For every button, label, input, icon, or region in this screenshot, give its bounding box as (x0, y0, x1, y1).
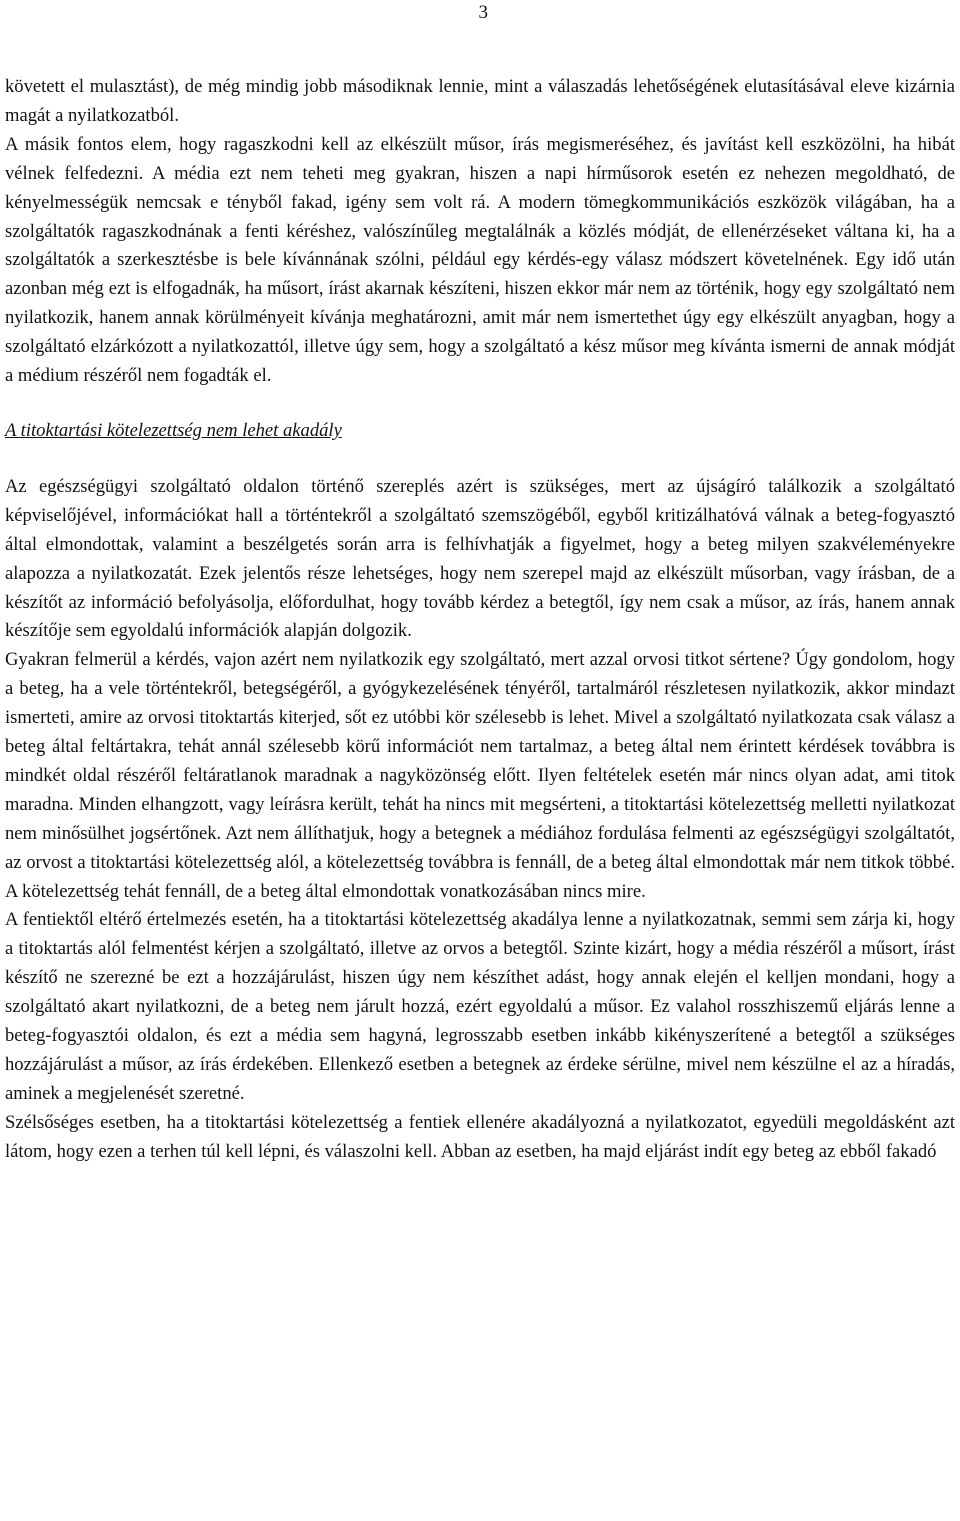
paragraph: A másik fontos elem, hogy ragaszkodni kell az elkészült műsor, írás megismeréséhez, és javítást kell eszközölni, ha hibát vélnek felfedezni. A média ezt nem teheti meg gyakran, hiszen a napi hírműsorok esetén ez nehezen megoldható, de kényelmességük nemcsak e tényből fakad, igény sem volt rá. A modern tömegkommunikációs eszközök világában, ha a szolgáltatók ragaszkodnának a fenti kéréshez, valószínűleg megtalálnák a közlés módját, de ellenérzéseket váltana ki, ha a szolgáltatók a szerkesztésbe is bele kívánnának szólni, például egy kérdés-egy válasz módszert követelnének. Egy idő után azonban még ezt is elfogadnák, ha műsort, írást akarnak készíteni, hiszen ekkor már nem az történik, hogy egy szolgáltató nem nyilatkozik, hanem annak körülményeit kívánja meghatározni, amit már nem ismertethet úgy egy elkészült anyagban, hogy a szolgáltató elzárkózott a nyilatkozattól, illetve úgy sem, hogy a szolgáltató a kész műsor meg kívánta ismerni de annak módját a médium részéről nem fogadták el. (5, 133, 955, 387)
paragraph: követett el mulasztást), de még mindig jobb másodiknak lennie, mint a válaszadás lehetőségének elutasításával eleve kizárnia magát a nyilatkozatból. (5, 76, 955, 126)
paragraph: Az egészségügyi szolgáltató oldalon történő szereplés azért is szükséges, mert az újságíró találkozik a szolgáltató képviselőjével, információkat hall a történtekről a szolgáltató szemszögéből, egyből kritizálhatóvá válnak a beteg-fogyasztó által elmondottak, valamint a beszélgetés során arra is felhívhatják a figyelmet, hogy a beteg milyen szakvéleményekre alapozza a nyilatkozatát. Ezek jelentős része lehetséges, hogy nem szerepel majd az elkészült műsorban, vagy írásban, de a készítőt az információ befolyásolja, előfordulhat, hogy tovább kérdez a betegtől, így nem csak a műsor, az írás, hanem annak készítője sem egyoldalú információk alapján dolgozik. (5, 475, 955, 642)
document-body (5, 73, 955, 1167)
section-heading: A titoktartási kötelezettség nem lehet akadály (5, 419, 342, 441)
paragraph: A fentiektől eltérő értelmezés esetén, ha a titoktartási kötelezettség akadálya lenne a nyilatkozatnak, semmi sem zárja ki, hogy a titoktartás alól felmentést kérjen a szolgáltató, illetve az orvos a betegtől. Szinte kizárt, hogy a média részéről a műsort, írást készítő ne szerezné be ezt a hozzájárulást, hiszen úgy nem készíthet adást, hogy annak elején el kelljen mondani, hogy a szolgáltató akart nyilatkozni, de a beteg nem járult hozzá, ezért egyoldalú a műsor. Ez valahol rosszhiszemű eljárás lenne a beteg-fogyasztói oldalon, és ezt a média sem hagyná, legrosszabb esetben inkább kikényszerítené a betegtől a szükséges hozzájárulást a műsor, az írás érdekében. Ellenkező esetben a betegnek az érdeke sérülne, mivel nem készülne el az a híradás, aminek a megjelenését szeretné. (5, 909, 955, 1104)
page-number: 3 (478, 2, 488, 23)
paragraph: Szélsőséges esetben, ha a titoktartási kötelezettség a fentiek ellenére akadályozná a nyilatkozatot, egyedüli megoldásként azt látom, hogy ezen a terhen túl kell lépni, és válaszolni kell. Abban az esetben, ha majd eljárást indít egy beteg az ebből fakadó (5, 1111, 955, 1162)
paragraph: Gyakran felmerül a kérdés, vajon azért nem nyilatkozik egy szolgáltató, mert azzal orvosi titkot sértene? Úgy gondolom, hogy a beteg, ha a vele történtekről, betegségéről, a gyógykezelésének tényéről, tartalmáról részletesen nyilatkozik, akkor mindazt ismerteti, amire az orvosi titoktartás kiterjed, sőt ez utóbbi kör szélesebb is lehet. Mivel a szolgáltató nyilatkozata csak válasz a beteg által feltártakra, tehát annál szélesebb körű információt nem tartalmaz, a beteg által nem érintett kérdések továbbra is mindkét oldal részéről feltáratlanok maradnak a nagyközönség előtt. Ilyen feltételek esetén már nincs olyan adat, ami titok maradna. Minden elhangzott, vagy leírásra került, tehát ha nincs mit megsérteni, a titoktartási kötelezettség melletti nyilatkozat nem minősülhet jogsértőnek. Azt nem állíthatjuk, hogy a betegnek a médiához fordulása felmenti az egészségügyi szolgáltatót, az orvost a titoktartási kötelezettség alól, a kötelezettség továbbra is fennáll, de a beteg által elmondottak már nem titkok többé. A kötelezettség tehát fennáll, de a beteg által elmondottak vonatkozásában nincs mire. (5, 649, 955, 902)
